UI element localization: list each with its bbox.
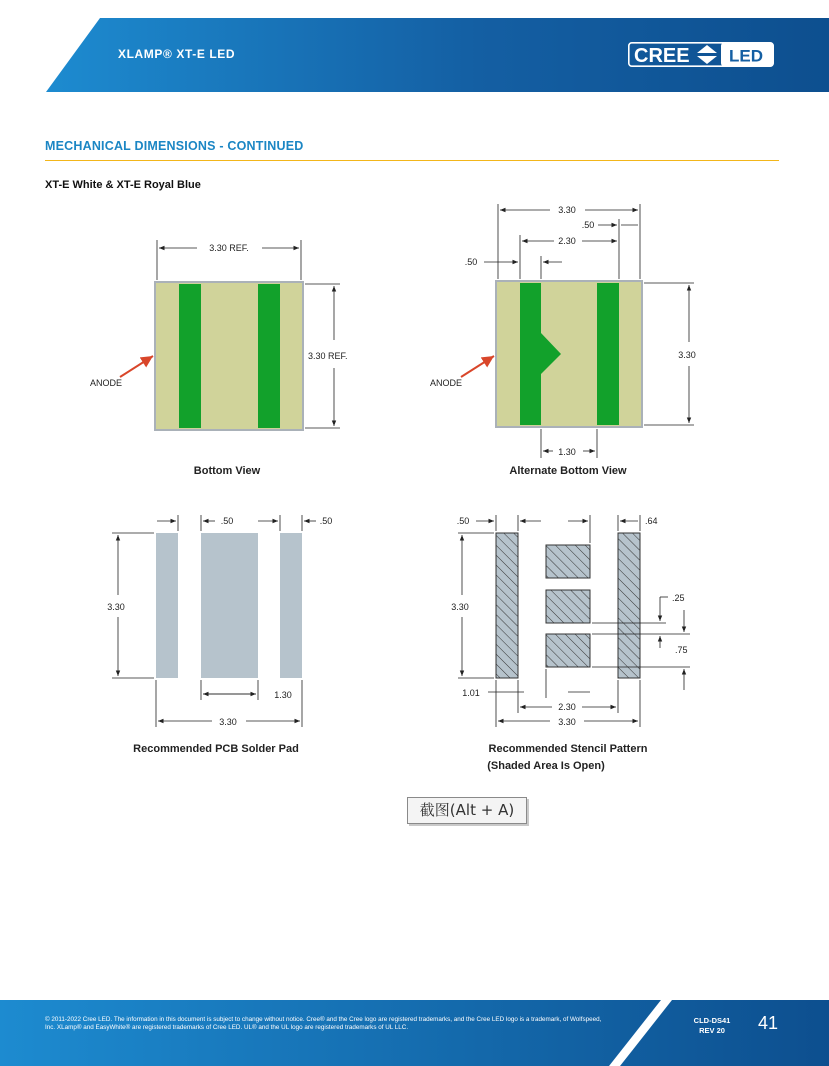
page-number: 41: [758, 1013, 779, 1033]
pcb-pad-caption: Recommended PCB Solder Pad: [133, 743, 299, 755]
alternate-bottom-view-drawing: [430, 204, 696, 458]
bottom-view-width-label: 3.30 REF.: [209, 243, 249, 253]
alt-view-height: 3.30: [678, 350, 696, 360]
bottom-view-drawing: [90, 240, 348, 430]
section-title: MECHANICAL DIMENSIONS - CONTINUED: [45, 139, 304, 153]
stencil-square-height: .75: [675, 645, 688, 655]
document-title: XLAMP® XT-E LED: [118, 47, 236, 61]
alt-view-left-gap: .50: [464, 257, 478, 267]
logo-text-led: LED: [729, 46, 763, 66]
stencil-offset: 1.01: [462, 688, 480, 698]
footer-doc-info: [688, 1016, 736, 1036]
footer-doc-id: CLD-DS41: [693, 1016, 731, 1025]
stencil-gap: .25: [672, 593, 685, 603]
stencil-pattern-drawing: [451, 515, 690, 727]
screenshot-tool-button[interactable]: 截图(Alt + A): [407, 797, 527, 824]
alt-view-anode-label: ANODE: [430, 378, 463, 388]
alt-view-bottom-width: 1.30: [558, 447, 576, 457]
bottom-view-height-label: 3.30 REF.: [308, 351, 348, 361]
footer-legal-text: © 2011-2022 Cree LED. The information in this document is subject to change without notice. Cree® and the Cree logo are registered trademarks, and the Cree LED logo is a trademark, of Wolfspeed, Inc. XLamp® and EasyWhite® are registered trademarks of Cree LED. UL® and the UL logo are registered trademarks of UL LLC.: [45, 1016, 602, 1032]
alt-view-right-gap: .50: [581, 220, 595, 230]
bottom-view-anode-label: ANODE: [90, 378, 123, 388]
pcb-solder-pad-drawing: [107, 515, 332, 727]
stencil-inner-span: 2.30: [558, 702, 576, 712]
bottom-view-caption: Bottom View: [193, 465, 261, 477]
alt-view-inner-span: 2.30: [558, 236, 576, 246]
alt-view-overall-width: 3.30: [558, 205, 576, 215]
pcb-pad-right-width: .50: [319, 516, 333, 526]
section-subtitle: XT-E White & XT-E Royal Blue: [45, 179, 201, 191]
pcb-pad-height: 3.30: [107, 602, 125, 612]
stencil-overall-width: 3.30: [558, 717, 576, 727]
logo-text-cree: CREE: [634, 45, 690, 67]
footer-revision: REV 20: [699, 1026, 725, 1035]
pcb-pad-center-width: 1.30: [274, 690, 292, 700]
alt-bottom-view-caption: Alternate Bottom View: [509, 465, 627, 477]
pcb-pad-mid-width: .50: [220, 516, 234, 526]
stencil-caption-line2: (Shaded Area Is Open): [487, 760, 605, 772]
pcb-pad-overall-width: 3.30: [219, 717, 237, 727]
stencil-caption-line1: Recommended Stencil Pattern: [488, 743, 648, 755]
stencil-right-width: .64: [645, 516, 658, 526]
stencil-height: 3.30: [451, 602, 469, 612]
stencil-left-width: .50: [456, 516, 470, 526]
